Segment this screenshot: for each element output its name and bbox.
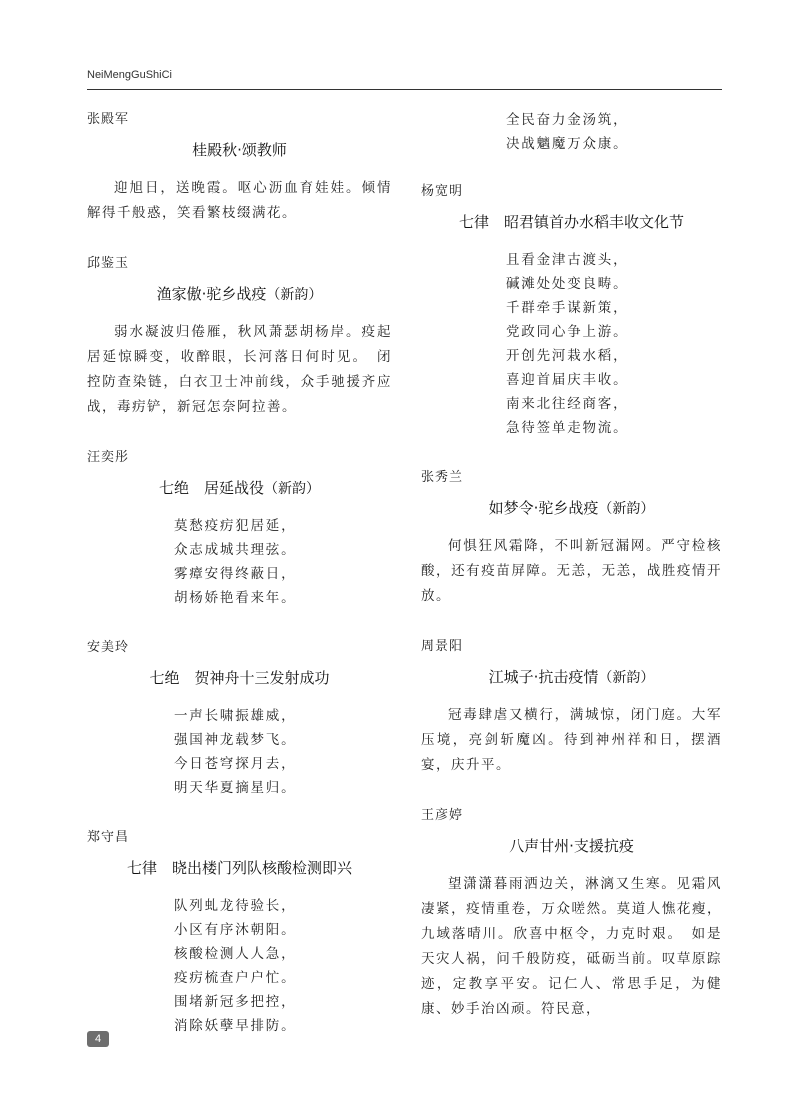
verse-line: 今日苍穹探月去， [174,756,297,772]
poem-body: 迎旭日，送晚霞。呕心沥血育娃娃。倾情解得千般惑，笑看繁枝缀满花。 [87,180,392,221]
verse-line: 全民奋力金汤筑， [506,112,629,128]
poem-block [421,804,722,1022]
poem-author: 周景阳 [421,639,464,654]
poem-title [87,283,392,304]
poem-block [421,180,722,440]
verse-line: 急待签单走物流。 [506,420,629,436]
poem-title [421,497,722,518]
poem-block [421,466,722,609]
running-header: NeiMengGuShiCi [87,69,172,81]
poem-title [87,139,392,160]
poem-title-text: 七律 晓出楼门列队核酸检测即兴 [126,859,352,877]
poem-title-note: （新韵） [598,501,655,517]
poem-body: 冠毒肆虐又横行，满城惊，闭门庭。大军压境，亮剑斩魔凶。待到神州祥和日，摆酒宴，庆升平。 [421,707,722,773]
poem-title-note: （新韵） [598,670,655,686]
verse-line: 莫愁疫疠犯居延， [174,518,297,534]
poem-title-text: 七绝 居延战役 [158,479,264,497]
continued-verse [421,108,722,156]
poem-author: 郑守昌 [87,830,130,845]
verse-line: 开创先河栽水稻， [506,348,629,364]
verse-line: 且看金津古渡头， [506,252,629,268]
poem-author: 张殿军 [87,112,130,127]
poem-title [87,667,392,688]
verse-line: 碱滩处处变良畴。 [506,276,629,292]
verse-line: 千群牵手谋新策， [506,300,629,316]
page-number: 4 [87,1031,109,1047]
verse-line: 一声长啸振雄威， [174,708,297,724]
verse-line: 强国神龙载梦飞。 [174,732,297,748]
poem-author: 张秀兰 [421,470,464,485]
poem-block [87,826,392,1038]
poem-title-text: 江城子·抗击疫情 [488,668,599,686]
poem-author: 安美玲 [87,640,130,655]
poem-title-text: 桂殿秋·颂教师 [192,141,287,159]
poem-block [421,635,722,778]
verse-line: 胡杨娇艳看来年。 [174,590,297,606]
poem-verse [421,248,722,440]
poem-title-text: 八声甘州·支援抗疫 [509,837,634,855]
poem-block [87,446,392,610]
poem-body: 何惧狂风霜降，不叫新冠漏网。严守检核酸，还有疫苗屏障。无恙，无恙，战胜疫情开放。 [421,538,722,604]
verse-line: 喜迎首届庆丰收。 [506,372,629,388]
poem-title [421,835,722,856]
poem-author: 王彦婷 [421,808,464,823]
poem-title-text: 渔家傲·驼乡战疫 [156,285,267,303]
verse-line: 队列虬龙待验长， [174,898,297,914]
verse-line: 南来北往经商客， [506,396,629,412]
poem-body: 弱水凝波归倦雁，秋风萧瑟胡杨岸。疫起居延惊瞬变，收醉眼，长河落日何时见。 闭控防查染链，白衣卫士冲前线，众手驰援齐应战，毒疠铲，新冠怎奈阿拉善。 [87,324,392,415]
poem-title-text: 七绝 贺神舟十三发射成功 [149,669,330,687]
poem-title [87,857,392,878]
verse-line: 明天华夏摘星归。 [174,780,297,796]
verse-line: 决战魑魔万众康。 [506,136,629,152]
right-column [421,108,722,1048]
poem-title-text: 如梦令·驼乡战疫 [488,499,599,517]
poem-title [421,666,722,687]
verse-line: 党政同心争上游。 [506,324,629,340]
poem-title-text: 七律 昭君镇首办水稻丰收文化节 [458,213,684,231]
poem-block [87,108,392,226]
poem-verse [87,514,392,610]
poem-title [421,211,722,232]
verse-line: 众志成城共理弦。 [174,542,297,558]
poem-author: 邱鉴玉 [87,256,130,271]
poem-title-note: （新韵） [264,481,320,497]
poem-title-note: （新韵） [266,287,323,303]
left-column [87,108,392,1064]
verse-line: 疫疠梳查户户忙。 [174,970,297,986]
verse-line: 围堵新冠多把控， [174,994,297,1010]
verse-line: 核酸检测人人急， [174,946,297,962]
verse-line: 小区有序沐朝阳。 [174,922,297,938]
poem-block [87,252,392,420]
poem-verse [87,704,392,800]
verse-line: 雾瘴安得终蔽日， [174,566,297,582]
poem-block [87,636,392,800]
poem-author: 杨宽明 [421,184,464,199]
verse-line: 消除妖孽早排防。 [174,1018,297,1034]
poem-author: 汪奕彤 [87,450,130,465]
poem-body: 望潇潇暮雨洒边关，淋漓又生寒。见霜风凄紧，疫情重卷，万众嗟然。莫道人憔花瘦，九域落晴川。欣喜中枢令，力克时艰。 如是天灾人祸，问千般防疫，砥砺当前。叹草原踪迹，定教享平安。记仁人、常思手足，为健康、妙手治凶顽。符民意， [421,876,722,1017]
header-rule [87,89,722,90]
poem-title [87,477,392,498]
poem-verse [87,894,392,1038]
